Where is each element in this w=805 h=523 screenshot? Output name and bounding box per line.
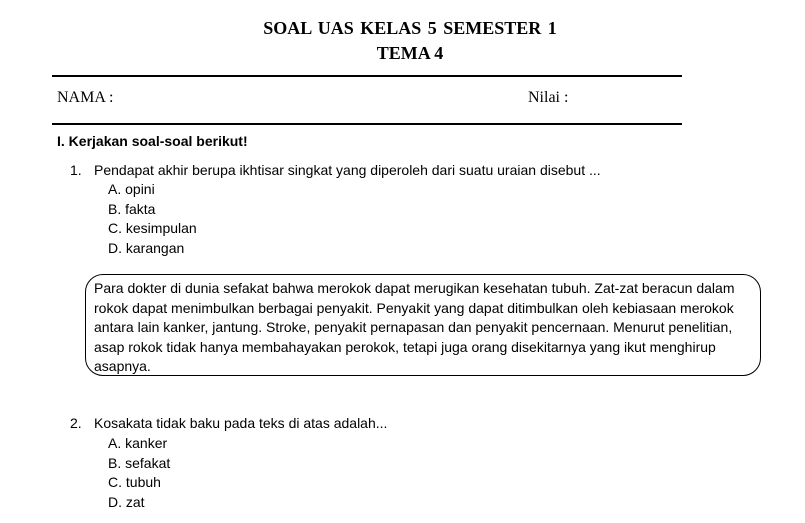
question-2-option-d: D. zat: [108, 494, 145, 510]
score-label: Nilai :: [528, 89, 569, 106]
question-2: [70, 415, 387, 431]
question-text: Kosakata tidak baku pada teks di atas adalah...: [94, 415, 388, 431]
name-label: NAMA :: [57, 89, 114, 106]
question-number: 2.: [70, 415, 82, 431]
reading-passage: Para dokter di dunia sefakat bahwa merokok dapat merugikan kesehatan tubuh. Zat-zat beracun dalam rokok dapat menimbulkan berbagai penyakit. Penyakit yang dapat ditimbulkan oleh kebiasaan merokok antara lain kanker, jantung. Stroke, penyakit pernapasan dan penyakit pencernaan. Menurut penelitian, asap rokok tidak hanya membahayakan perokok, tetapi juga orang disekitarnya yang ikut menghirup asapnya.: [85, 274, 761, 376]
question-2-option-a: A. kanker: [108, 435, 168, 451]
question-1-option-b: B. fakta: [108, 201, 156, 217]
question-2-option-c: C. tubuh: [108, 474, 161, 490]
page-subtitle: TEMA 4: [376, 43, 444, 63]
section-heading: I. Kerjakan soal-soal berikut!: [57, 133, 248, 149]
question-1-option-c: C. kesimpulan: [108, 220, 197, 236]
question-1: [70, 162, 601, 178]
question-2-option-b: B. sefakat: [108, 455, 171, 471]
header-divider-bottom: [52, 123, 682, 125]
question-number: 1.: [70, 162, 82, 178]
header-divider-top: [52, 75, 682, 77]
question-1-option-a: A. opini: [108, 181, 155, 197]
page-title: SOAL UAS KELAS 5 SEMESTER 1: [263, 18, 557, 38]
question-1-option-d: D. karangan: [108, 240, 185, 256]
question-text: Pendapat akhir berupa ikhtisar singkat yang diperoleh dari suatu uraian disebut ...: [94, 162, 601, 178]
